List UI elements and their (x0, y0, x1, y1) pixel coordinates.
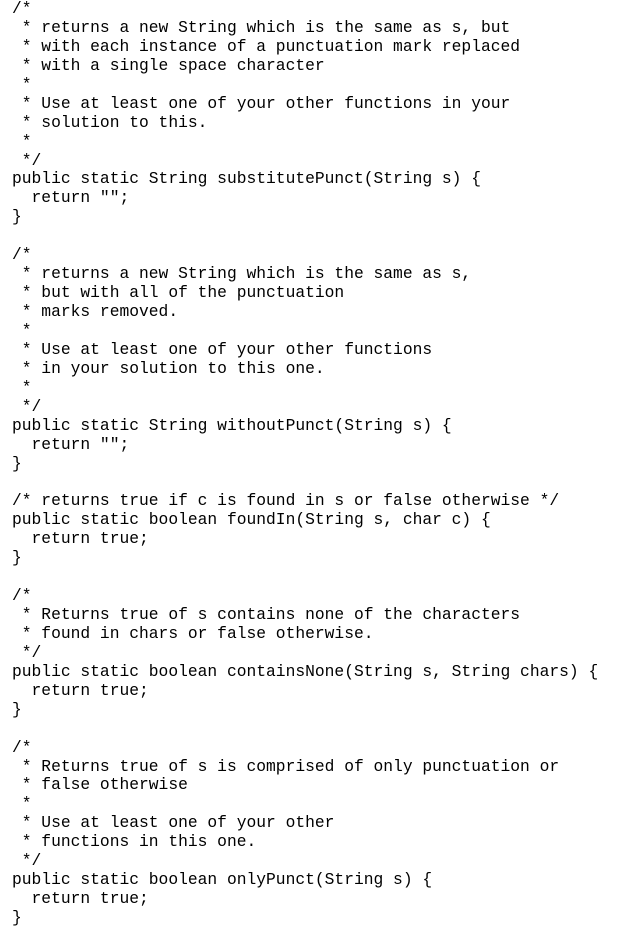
code-line: */ (12, 396, 42, 416)
code-line: /* (12, 586, 32, 606)
code-line: public static String withoutPunct(String s) { (12, 415, 452, 435)
code-line (12, 720, 598, 739)
code-line: public static boolean containsNone(String s, String chars) { (12, 661, 599, 681)
code-line: return true; (12, 680, 149, 700)
code-line: * (12, 377, 32, 397)
code-line: } (12, 207, 22, 227)
code-line: * found in chars or false otherwise. (12, 623, 374, 643)
code-line: } (12, 699, 22, 719)
code-line: * in your solution to this one. (12, 358, 325, 378)
code-line (12, 473, 598, 492)
code-line: return ""; (12, 434, 130, 454)
code-line: return true; (12, 889, 149, 909)
code-line: return true; (12, 529, 149, 549)
code-line: * marks removed. (12, 302, 179, 321)
code-line: * Use at least one of your other (12, 813, 335, 833)
code-line: } (12, 453, 22, 473)
code-line (12, 568, 598, 587)
code-block (12, 0, 598, 928)
code-line: * Use at least one of your other functions (12, 339, 433, 359)
code-line: */ (12, 851, 42, 871)
code-line: * (12, 131, 32, 151)
code-line: * (12, 794, 32, 814)
code-line: /* (12, 0, 32, 18)
code-line: * but with all of the punctuation (12, 283, 345, 303)
code-line: */ (12, 642, 42, 662)
code-line: * (12, 74, 32, 94)
code-line: * Returns true of s contains none of the characters (12, 605, 521, 624)
code-line: * Returns true of s is comprised of only punctuation or (12, 756, 560, 776)
code-line: return ""; (12, 188, 130, 208)
code-line: * returns a new String which is the same as s, but (12, 17, 511, 37)
code-line: * with each instance of a punctuation mark replaced (12, 36, 521, 56)
code-line: * solution to this. (12, 112, 208, 132)
code-line: * Use at least one of your other functions in your (12, 93, 511, 113)
code-line: * functions in this one. (12, 832, 257, 852)
code-line: */ (12, 150, 42, 170)
code-line: } (12, 908, 22, 927)
code-line: * false otherwise (12, 775, 188, 795)
code-line: /* returns true if c is found in s or false otherwise */ (12, 491, 560, 511)
code-line: * (12, 320, 32, 340)
code-line: * returns a new String which is the same as s, (12, 264, 472, 284)
code-line: /* (12, 737, 32, 757)
code-line: public static boolean onlyPunct(String s) { (12, 870, 433, 890)
code-line: } (12, 548, 22, 568)
code-line: * with a single space character (12, 55, 325, 75)
code-line: public static boolean foundIn(String s, char c) { (12, 510, 491, 530)
code-line: /* (12, 245, 32, 265)
code-line (12, 227, 598, 246)
code-line: public static String substitutePunct(String s) { (12, 169, 481, 189)
